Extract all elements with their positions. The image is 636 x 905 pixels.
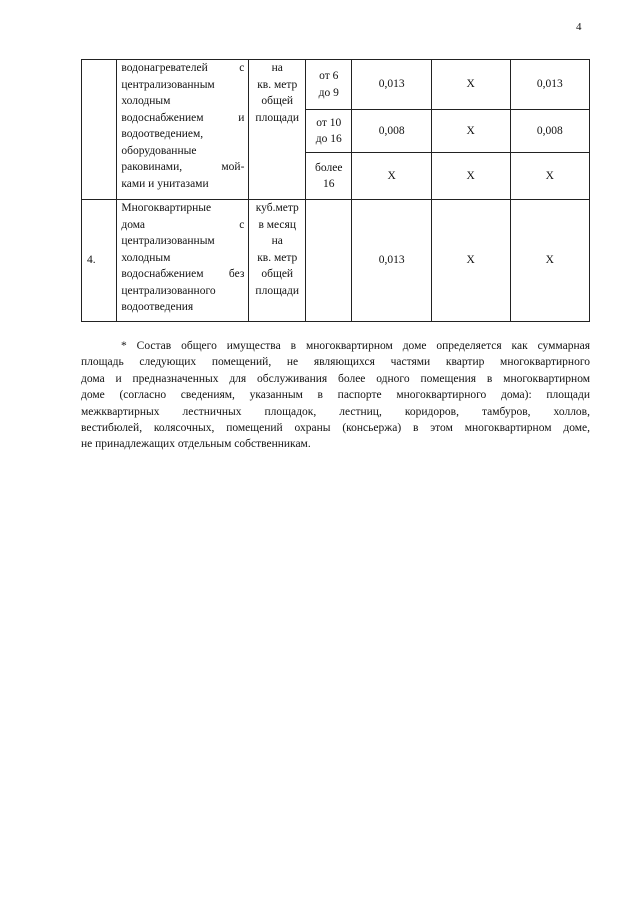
description-line: централизованного bbox=[121, 284, 216, 297]
description-line: холодным bbox=[121, 95, 171, 107]
value-cell: X bbox=[510, 153, 589, 200]
description-cell bbox=[117, 60, 249, 200]
description-line: оборудованные bbox=[121, 144, 197, 157]
description-line: водонагревателей с bbox=[121, 62, 245, 74]
floors-line: более bbox=[315, 161, 343, 174]
unit-line: общей bbox=[261, 268, 294, 280]
page-number: 4 bbox=[576, 21, 582, 33]
unit-line: кв. метр bbox=[257, 251, 298, 264]
description-line: водоснабжением и bbox=[121, 111, 245, 124]
description-line: раковинами, мой- bbox=[121, 161, 245, 173]
footnote-line: дома и предназначенных для обслуживания более одного помещения в многоквартирном bbox=[81, 372, 590, 385]
unit-line: на bbox=[271, 62, 283, 74]
value-cell: X bbox=[431, 60, 510, 110]
value-cell: X bbox=[431, 153, 510, 200]
value-cell: 0,013 bbox=[352, 60, 431, 110]
footnote-line: площадь следующих помещений, не являющихся частями квартир многоквартирного bbox=[81, 356, 590, 369]
floors-line: 16 bbox=[322, 178, 335, 190]
floors-cell bbox=[306, 110, 352, 153]
floors-cell bbox=[306, 200, 352, 322]
value-cell: 0,013 bbox=[352, 200, 431, 322]
unit-line: площади bbox=[255, 284, 300, 297]
floors-line: до 16 bbox=[315, 133, 342, 145]
footnote-line: межквартирных лестничных площадок, лестниц, коридоров, тамбуров, холлов, bbox=[81, 405, 590, 418]
description-line: ками и унитазами bbox=[121, 177, 209, 190]
value-cell: 0,008 bbox=[510, 110, 589, 153]
value-cell: X bbox=[431, 110, 510, 153]
floors-cell bbox=[306, 60, 352, 110]
footnote-line: не принадлежащих отдельным собственникам. bbox=[81, 438, 311, 451]
unit-line: кв. метр bbox=[257, 78, 298, 91]
value-cell: X bbox=[431, 200, 510, 322]
table-row bbox=[82, 60, 590, 110]
unit-cell bbox=[249, 60, 306, 200]
floors-line: до 9 bbox=[318, 86, 339, 99]
floors-line: от 10 bbox=[316, 116, 342, 129]
floors-cell bbox=[306, 153, 352, 200]
unit-line: куб.метр bbox=[255, 202, 299, 214]
row-number-cell bbox=[82, 60, 117, 200]
footnote-line: * Состав общего имущества в многоквартирном доме определяется как суммарная bbox=[121, 340, 590, 352]
row-number-cell: 4. bbox=[82, 200, 117, 322]
value-cell: X bbox=[510, 200, 589, 322]
value-cell: X bbox=[352, 153, 431, 200]
description-line: централизованным bbox=[121, 78, 215, 91]
table-row bbox=[82, 200, 590, 322]
description-line: водоотведением, bbox=[121, 128, 204, 140]
footnote-line: доме (согласно сведениям, указанным в паспорте многоквартирного дома): площади bbox=[81, 389, 590, 402]
unit-cell bbox=[249, 200, 306, 322]
description-line: Многоквартирные bbox=[121, 202, 212, 214]
unit-line: общей bbox=[261, 95, 294, 107]
value-cell: 0,008 bbox=[352, 110, 431, 153]
description-line: централизованным bbox=[121, 235, 215, 247]
unit-line: площади bbox=[255, 111, 300, 124]
description-line: холодным bbox=[121, 251, 171, 264]
value-cell: 0,013 bbox=[510, 60, 589, 110]
unit-line: на bbox=[271, 235, 283, 247]
unit-line: в месяц bbox=[258, 218, 296, 231]
tariff-table bbox=[81, 59, 590, 322]
description-line: водоотведения bbox=[121, 301, 194, 313]
description-cell bbox=[117, 200, 249, 322]
footnote bbox=[81, 338, 590, 453]
description-line: дома с bbox=[121, 218, 245, 231]
description-line: водоснабжением без bbox=[121, 268, 245, 280]
footnote-line: вестибюлей, колясочных, помещений охраны (консьержа) в этом многоквартирном доме, bbox=[81, 422, 590, 435]
floors-line: от 6 bbox=[319, 70, 339, 82]
